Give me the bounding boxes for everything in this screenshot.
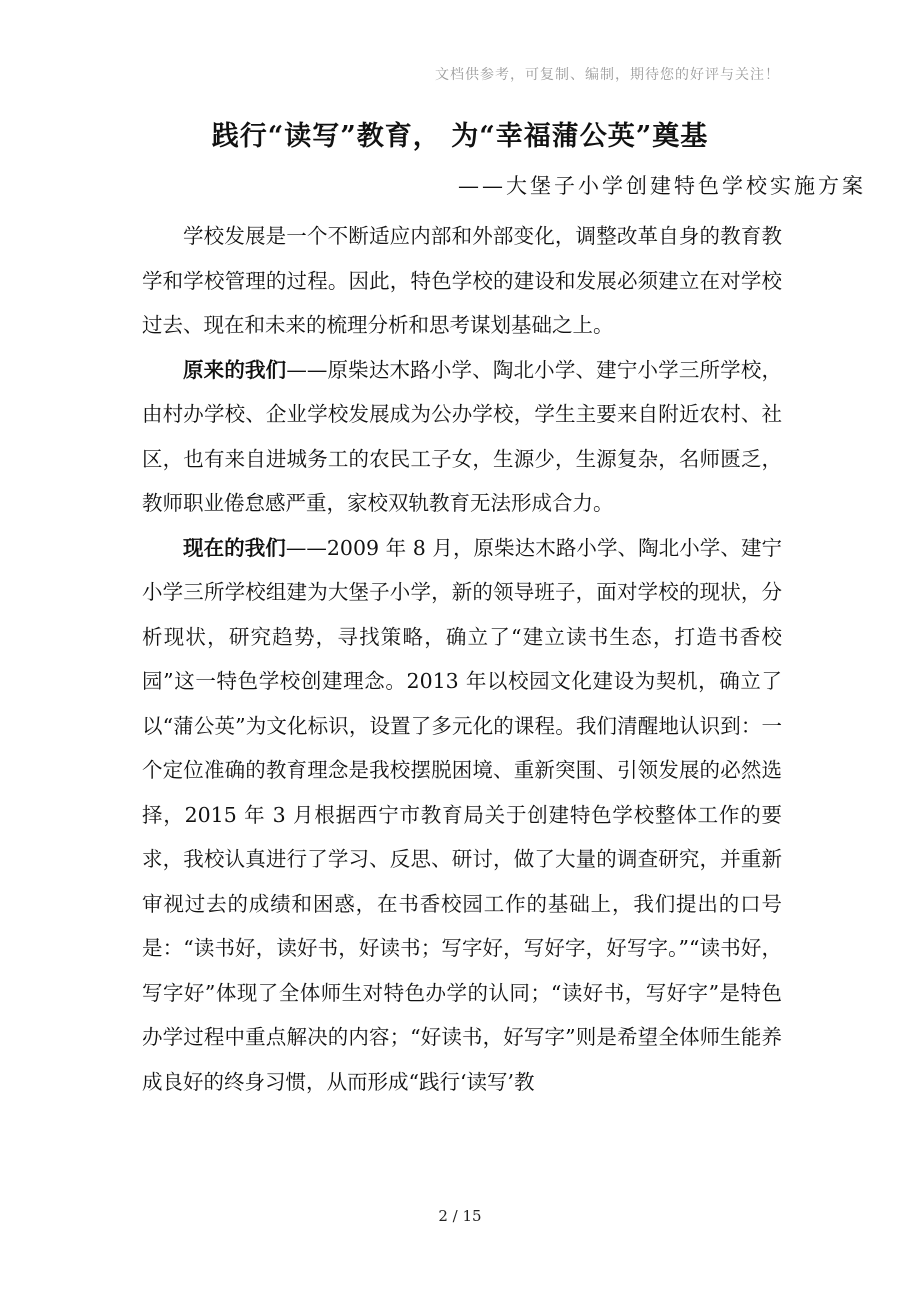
paragraph-text: 学校发展是一个不断适应内部和外部变化，调整改革自身的教育教学和学校管理的过程。因此，特色学校的建设和发展必须建立在对学校过去、现在和未来的梳理分析和思考谋划基础之上。	[142, 224, 782, 337]
paragraph-past	[142, 348, 782, 526]
document-subtitle: ——大堡子小学创建特色学校实施方案	[458, 174, 866, 198]
paragraph-intro	[142, 214, 782, 348]
paragraph-present	[142, 526, 782, 1105]
paragraph-text: ——2009 年 8 月，原柴达木路小学、陶北小学、建宁小学三所学校组建为大堡子小学，新的领导班子，面对学校的现状，分析现状，研究趋势，寻找策略，确立了“建立读书生态，打造书香校园”这一特色学校创建理念。2013 年以校园文化建设为契机，确立了以“蒲公英”为文化标识，设置了多元化的课程。我们清醒地认识到：一个定位准确的教育理念是我校摆脱困境、重新突围、引领发展的必然选择，2015 年 3 月根据西宁市教育局关于创建特色学校整体工作的要求，我校认真进行了学习、反思、研讨，做了大量的调查研究，并重新审视过去的成绩和困惑，在书香校园工作的基础上，我们提出的口号是：“读书好，读好书，好读书；写字好，写好字，好写字。”“读书好，写字好”体现了全体师生对特色办学的认同；“读好书，写好字”是特色办学过程中重点解决的内容；“好读书，好写字”则是希望全体师生能养成良好的终身习惯，从而形成“践行‘读写’教	[142, 535, 783, 1094]
document-body	[142, 214, 782, 1104]
paragraph-lead: 原来的我们	[183, 357, 287, 382]
paragraph-text: ——原柴达木路小学、陶北小学、建宁小学三所学校，由村办学校、企业学校发展成为公办学校，学生主要来自附近农村、社区，也有来自进城务工的农民工子女，生源少，生源复杂，名师匮乏，教师职业倦怠感严重，家校双轨教育无法形成合力。	[142, 357, 783, 515]
paragraph-lead: 现在的我们	[183, 535, 286, 560]
document-title: 践行“读写”教育， 为“幸福蒲公英”奠基	[211, 121, 709, 152]
page-number: 2 / 15	[438, 1207, 482, 1225]
header-note: 文档供参考，可复制、编制，期待您的好评与关注！	[435, 67, 780, 83]
